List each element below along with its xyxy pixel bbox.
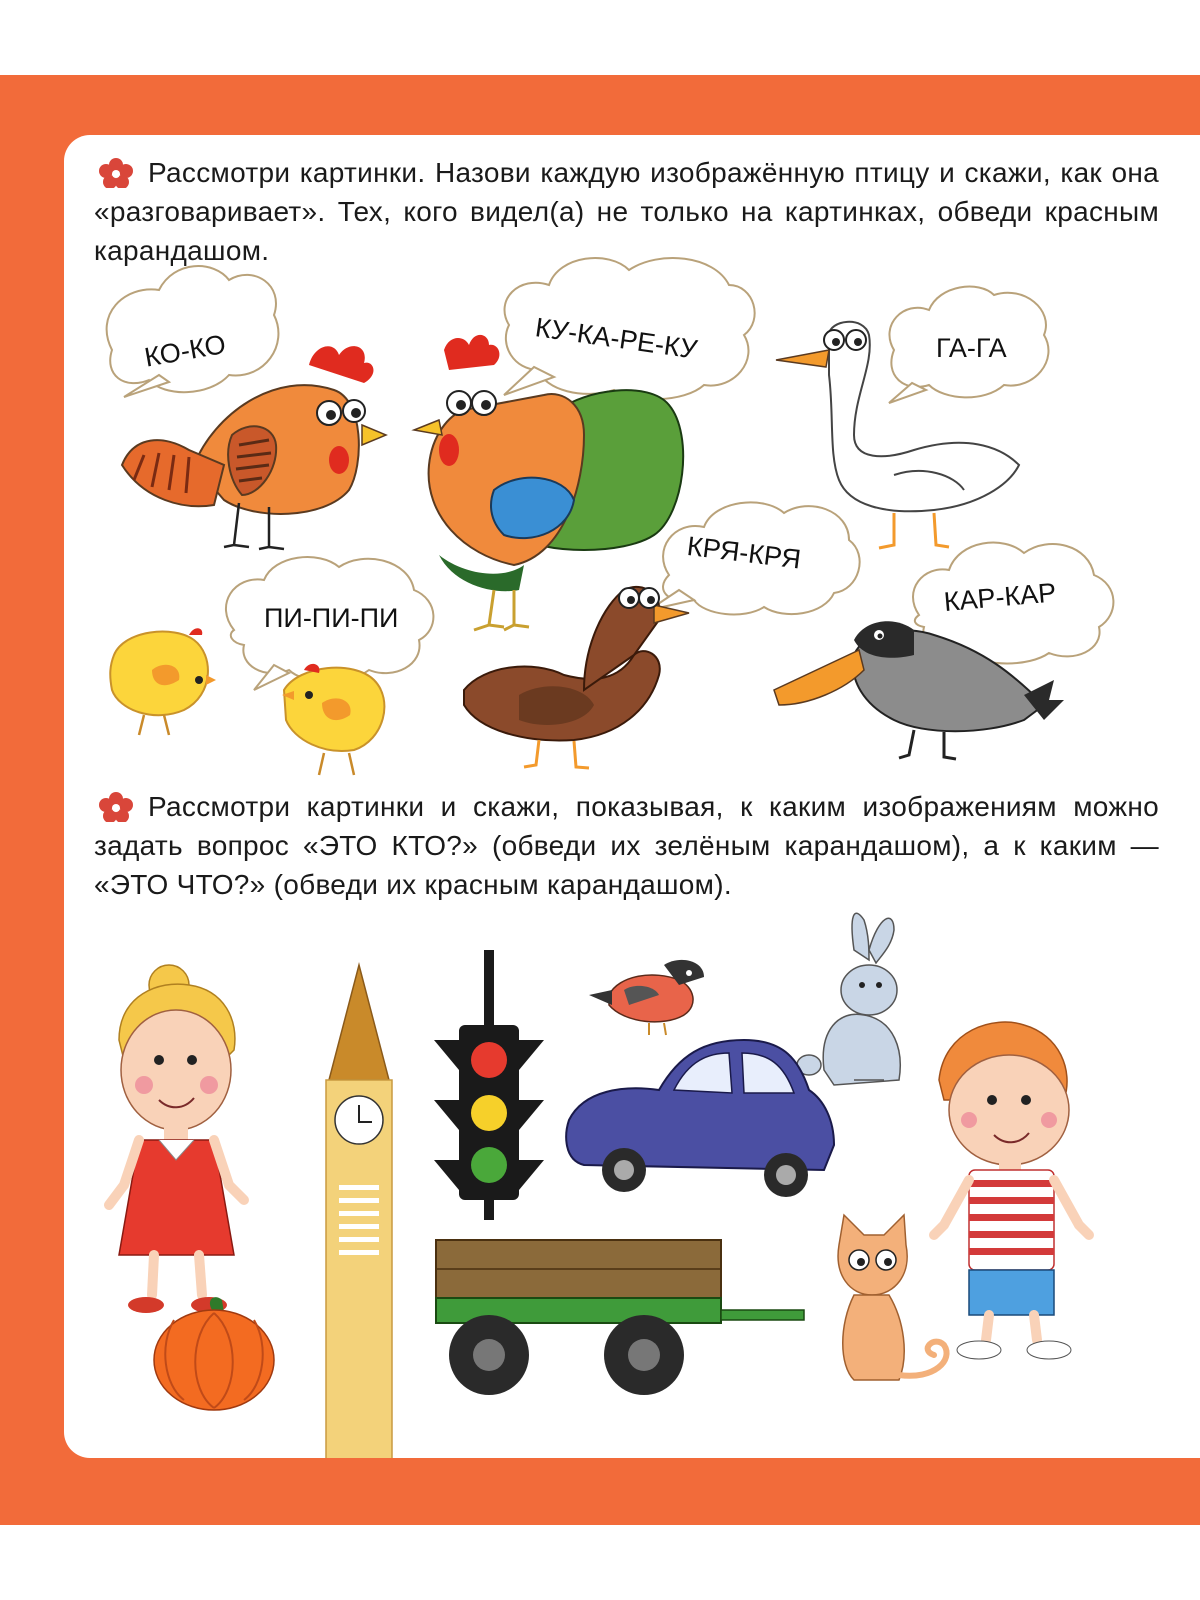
cat-illustration [838,1215,946,1380]
boy-illustration [934,1022,1089,1359]
bubble-chick-text: ПИ-ПИ-ПИ [264,603,399,633]
clock-tower-illustration [326,965,392,1458]
traffic-light-illustration [434,950,544,1220]
girl-illustration [109,965,244,1313]
bubble-rooster [504,258,755,399]
task-2-text: Рассмотри картинки и скажи, показывая, к каким изображениям можно задать вопрос «ЭТО КТО?» (обведи их зелёным карандашом), а к каким — «ЭТО ЧТО?» (обведи их красным карандашом). [94,791,1159,900]
bubble-duck [649,502,860,614]
bubble-goose-text: ГА-ГА [936,333,1007,363]
bubble-hen [107,266,279,397]
bubble-hen-text: КО-КО [142,328,228,373]
bubble-duck-text: КРЯ-КРЯ [685,530,803,575]
bubble-goose [889,287,1048,403]
task-1-text: Рассмотри картинки. Назови каждую изображённую птицу и скажи, как она «разговаривает». Тех, кого видел(а) не только на картинках, обведи красным карандашом. [94,157,1159,266]
car-illustration [566,1040,834,1197]
bubble-crow-text: КАР-КАР [942,577,1058,618]
illustrations [64,135,1200,1458]
pumpkin-illustration [154,1297,274,1410]
duck-illustration [464,587,689,768]
bullfinch-illustration [589,960,704,1035]
bubble-rooster-text: КУ-КА-РЕ-КУ [533,312,700,365]
page-card [64,135,1200,1458]
trailer-illustration [436,1240,804,1395]
rabbit-illustration [797,913,900,1085]
